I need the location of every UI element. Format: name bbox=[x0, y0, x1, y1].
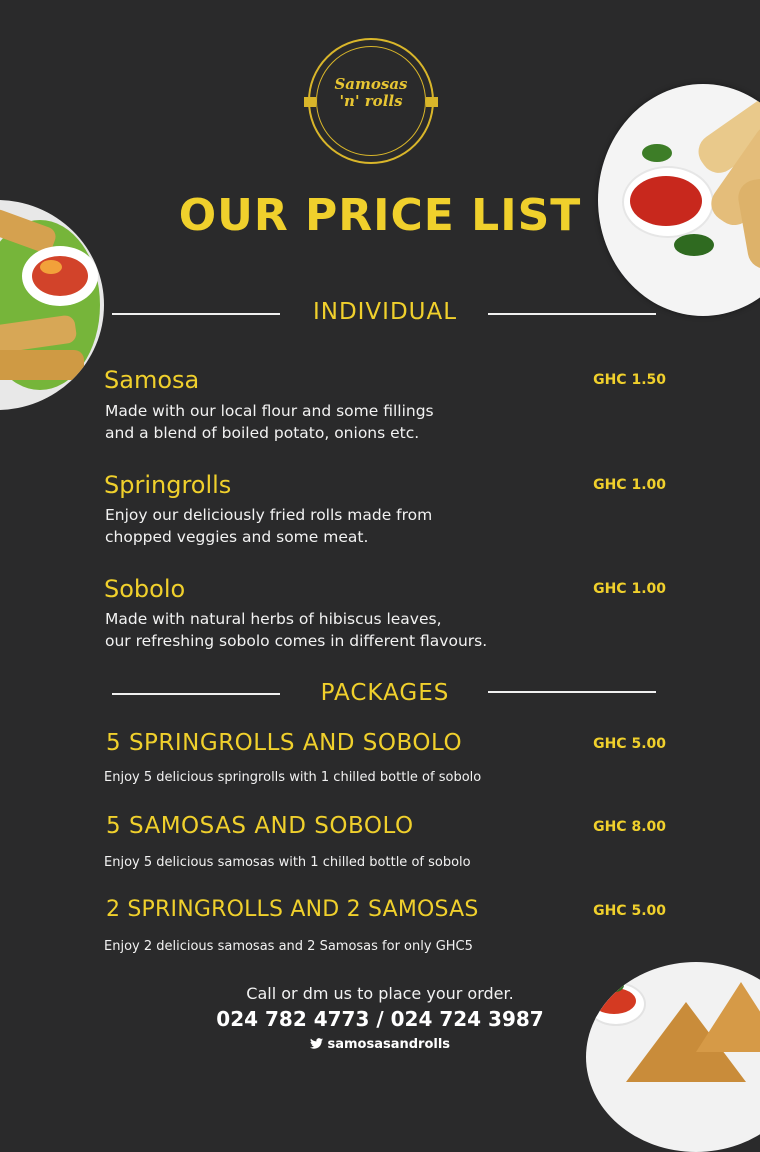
item-price-samosa: GHC 1.50 bbox=[593, 372, 666, 388]
package-name-2: 5 SAMOSAS AND SOBOLO bbox=[106, 813, 414, 839]
divider-left-individual bbox=[112, 313, 280, 315]
package-price-2: GHC 8.00 bbox=[593, 819, 666, 835]
section-heading-packages: PACKAGES bbox=[320, 680, 450, 706]
social-handle bbox=[0, 1037, 760, 1052]
package-desc-2: Enjoy 5 delicious samosas with 1 chilled bottle of sobolo bbox=[104, 855, 471, 870]
item-desc-springrolls bbox=[105, 504, 432, 548]
item-desc-line: Made with our local flour and some fillings bbox=[105, 402, 434, 420]
logo-line-2: 'n' rolls bbox=[339, 92, 403, 110]
package-price-3: GHC 5.00 bbox=[593, 903, 666, 919]
twitter-bird-icon bbox=[310, 1037, 328, 1052]
logo-line-1: Samosas bbox=[334, 75, 408, 93]
item-desc-line: chopped veggies and some meat. bbox=[105, 528, 369, 546]
call-to-action: Call or dm us to place your order. bbox=[246, 984, 514, 1003]
package-desc-1: Enjoy 5 delicious springrolls with 1 chilled bottle of sobolo bbox=[104, 770, 482, 785]
item-desc-line: Made with natural herbs of hibiscus leaves, bbox=[105, 610, 442, 628]
divider-right-packages bbox=[488, 691, 656, 693]
item-name-sobolo: Sobolo bbox=[104, 575, 186, 603]
package-name-1: 5 SPRINGROLLS AND SOBOLO bbox=[106, 730, 463, 756]
item-desc-sobolo bbox=[105, 608, 487, 652]
section-heading-individual: INDIVIDUAL bbox=[312, 299, 458, 325]
item-name-samosa: Samosa bbox=[104, 366, 200, 394]
divider-right-individual bbox=[488, 313, 656, 315]
package-name-3: 2 SPRINGROLLS AND 2 SAMOSAS bbox=[106, 897, 479, 922]
item-price-sobolo: GHC 1.00 bbox=[593, 581, 666, 597]
item-price-springrolls: GHC 1.00 bbox=[593, 477, 666, 493]
page-title: OUR PRICE LIST bbox=[178, 190, 582, 241]
logo-wordmark bbox=[310, 76, 432, 110]
divider-left-packages bbox=[112, 693, 280, 695]
item-desc-samosa bbox=[105, 400, 434, 444]
item-desc-line: Enjoy our deliciously fried rolls made from bbox=[105, 506, 433, 524]
item-name-springrolls: Springrolls bbox=[104, 471, 232, 499]
social-handle-text: samosasandrolls bbox=[327, 1037, 451, 1052]
item-desc-line: our refreshing sobolo comes in different flavours. bbox=[105, 632, 488, 650]
package-desc-3: Enjoy 2 delicious samosas and 2 Samosas for only GHC5 bbox=[104, 939, 473, 954]
brand-logo bbox=[308, 38, 434, 164]
package-price-1: GHC 5.00 bbox=[593, 736, 666, 752]
item-desc-line: and a blend of boiled potato, onions etc. bbox=[105, 424, 420, 442]
phone-numbers: 024 782 4773 / 024 724 3987 bbox=[216, 1007, 544, 1031]
